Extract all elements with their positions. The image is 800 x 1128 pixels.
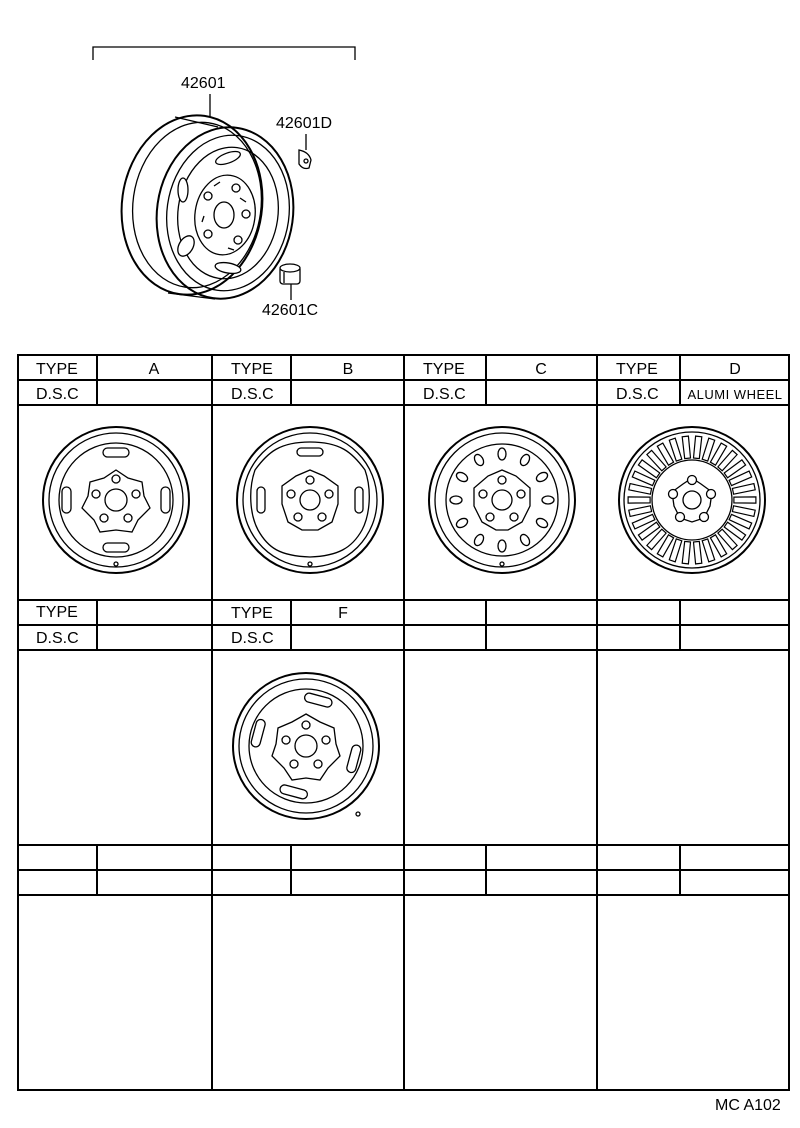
type-label-d: TYPE: [616, 361, 658, 378]
valve-stem-icon: [299, 150, 311, 169]
spoke-slot: [682, 541, 690, 564]
assembly-bracket: [93, 47, 355, 60]
dsc-value-d: ALUMI WHEEL: [687, 387, 783, 402]
dsc-label-e: D.S.C: [36, 630, 79, 647]
spoke-slot: [732, 484, 755, 495]
part-number-nut: 42601C: [262, 302, 319, 319]
part-number-valve: 42601D: [276, 115, 333, 132]
spoke-slot: [734, 497, 756, 503]
spoke-slot: [694, 541, 702, 564]
type-label-c: TYPE: [423, 361, 465, 378]
hub-nut-icon: [280, 264, 300, 284]
diagram-code: MC A102: [715, 1097, 781, 1114]
wheel-type-b-icon: [237, 427, 383, 573]
type-label-e: TYPE: [36, 604, 78, 621]
wheel-type-c-icon: [429, 427, 575, 573]
spoke-slot: [628, 497, 650, 503]
type-label-f: TYPE: [231, 605, 273, 622]
wheel-type-d-icon: [619, 427, 765, 573]
spoke-slot: [694, 436, 702, 459]
spoke-slot: [732, 506, 755, 517]
spoke-slot: [629, 506, 652, 517]
wheel-type-a-icon: [43, 427, 189, 573]
type-value-a: A: [148, 361, 160, 378]
dsc-label-f: D.S.C: [231, 630, 274, 647]
dsc-label-a: D.S.C: [36, 386, 79, 403]
dsc-label-c: D.S.C: [423, 386, 466, 403]
dsc-label-b: D.S.C: [231, 386, 274, 403]
type-label-a: TYPE: [36, 361, 78, 378]
spoke-slot: [629, 484, 652, 495]
wheel-assembly-icon: [110, 106, 304, 307]
wheel-type-f-icon: [233, 673, 379, 819]
spoke-slot: [682, 436, 690, 459]
type-value-d: D: [729, 361, 741, 378]
main-illustration: [93, 47, 355, 319]
type-value-c: C: [535, 361, 547, 378]
type-value-f: F: [338, 605, 348, 622]
dsc-label-d: D.S.C: [616, 386, 659, 403]
type-label-b: TYPE: [231, 361, 273, 378]
part-number-wheel: 42601: [181, 75, 226, 92]
type-value-b: B: [342, 361, 354, 378]
